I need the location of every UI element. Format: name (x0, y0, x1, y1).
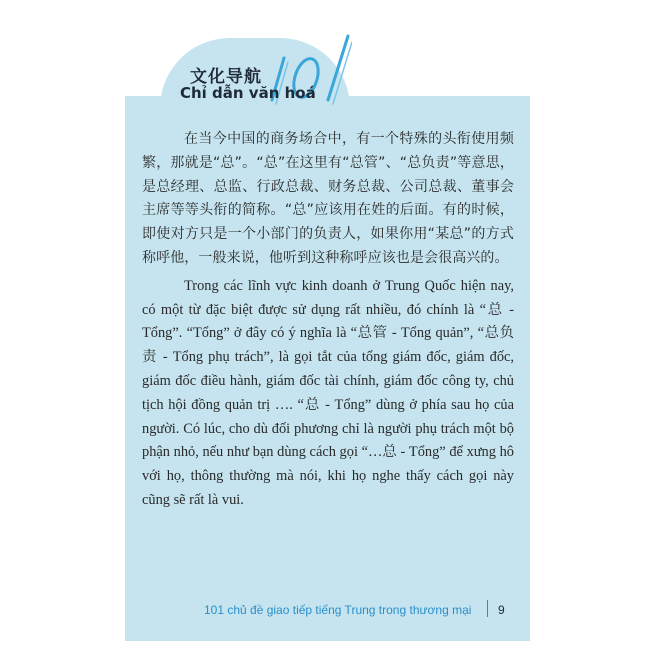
footer-divider (487, 600, 488, 617)
paragraph-vietnamese: Trong các lĩnh vực kinh doanh ở Trung Quốc hiện nay, có một từ đặc biệt được sử dụng rất nhiều, đó chính là “总 - Tổng”. “Tổng” ở đây có ý nghĩa là “总管 - Tổng quản”, “总负责 - Tổng phụ trách”, là gọi tắt của tổng giám đốc, giám đốc, giám đốc điều hành, giám đốc tài chính, giám đốc công ty, chủ tịch hội đồng quản trị …. “总 - Tổng” dùng ở phía sau họ của người. Có lúc, cho dù đối phương chỉ là người phụ trách một bộ phận nhỏ, nếu như bạn dùng cách gọi “…总 - Tổng” để xưng hô với họ, thông thường mà nói, khi họ nghe thấy cách gọi này cũng sẽ rất là vui. (142, 277, 514, 508)
paragraph-chinese: 在当今中国的商务场合中，有一个特殊的头衔使用频繁，那就是“总”。“总”在这里有“总管”、“总负责”等意思，是总经理、总监、行政总裁、财务总裁、公司总裁、董事会主席等等头衔的简称。“总”应该用在姓的后面。有的时候，即使对方只是一个小部门的负责人，如果你用“某总”的方式称呼他，一般来说，他听到这种称呼应该也是会很高兴的。 (142, 131, 514, 266)
section-title-chinese: 文化导航 (190, 67, 262, 87)
footer-book-title: 101 chủ đề giao tiếp tiếng Trung trong thương mại (204, 603, 472, 617)
article-body (142, 128, 514, 513)
section-title-vietnamese: Chỉ dẫn văn hoá (180, 84, 316, 102)
page-number: 9 (498, 603, 505, 617)
deco-stroke-one-right (328, 36, 348, 100)
